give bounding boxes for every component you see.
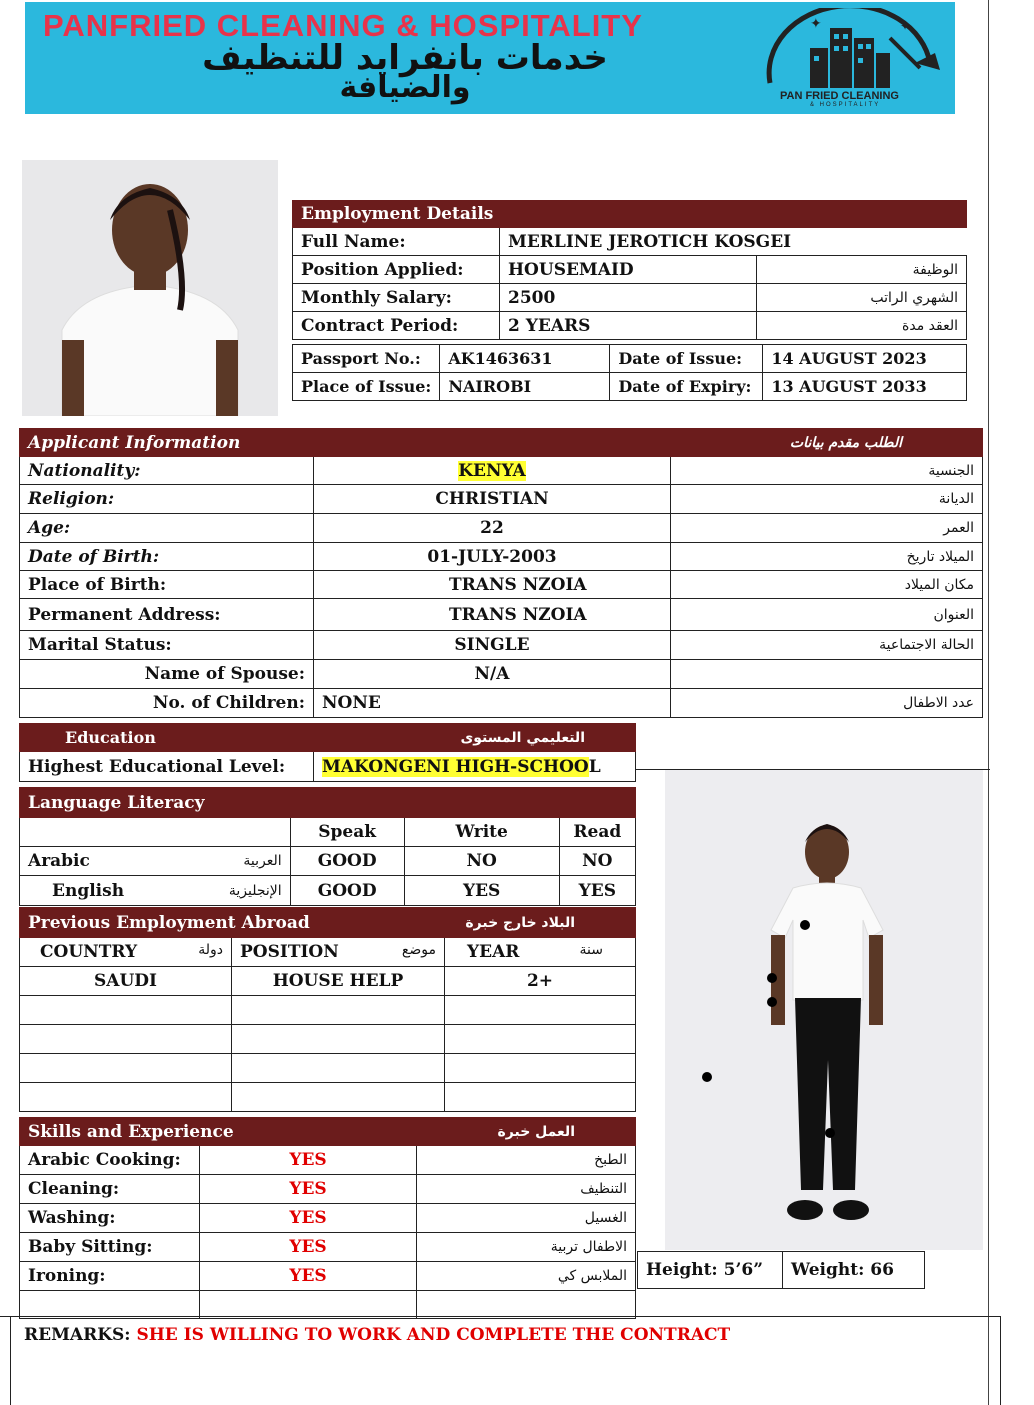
write-value: YES <box>404 876 559 906</box>
nationality-value: KENYA <box>458 460 526 481</box>
passport-table <box>292 344 967 401</box>
row-label-ar: العنوان <box>671 599 983 631</box>
language-corner <box>20 818 291 847</box>
skill-label: Arabic Cooking: <box>20 1146 200 1175</box>
skill-label-ar: التنظيف <box>417 1175 636 1204</box>
education-heading: Education <box>20 724 314 752</box>
col-year-ar: سنة <box>579 942 603 958</box>
skill-row <box>20 1233 636 1262</box>
expiry-date-value: 13 AUGUST 2033 <box>763 373 967 401</box>
spouse-label: Name of Spouse: <box>20 660 314 689</box>
applicant-heading: Applicant Information <box>20 429 671 457</box>
education-table <box>19 723 636 782</box>
previous-heading-ar: البلاد خارج خبرة <box>445 908 636 938</box>
full-name-value: MERLINE JEROTICH KOSGEI <box>500 228 967 256</box>
skills-table <box>19 1117 636 1319</box>
children-label: No. of Children: <box>20 689 314 718</box>
passport-no-label: Passport No.: <box>293 345 440 373</box>
applicant-row <box>20 457 983 485</box>
empty-row <box>20 1054 636 1083</box>
language-name: English <box>20 876 188 906</box>
speak-value: GOOD <box>290 847 404 876</box>
expiry-date-label: Date of Expiry: <box>610 373 763 401</box>
salary-label: Monthly Salary: <box>293 284 500 312</box>
col-position: POSITION <box>240 942 339 962</box>
skill-label: Baby Sitting: <box>20 1233 200 1262</box>
issue-date-value: 14 AUGUST 2023 <box>763 345 967 373</box>
remarks-text: SHE IS WILLING TO WORK AND COMPLETE THE CONTRACT <box>136 1325 731 1345</box>
employment-row <box>20 967 636 996</box>
skill-row <box>20 1262 636 1291</box>
education-level-value: MAKONGENI HIGH-SCHOO <box>322 756 589 777</box>
physical-table <box>637 1251 925 1289</box>
skill-row <box>20 1146 636 1175</box>
language-row <box>20 876 636 906</box>
skill-label: Ironing: <box>20 1262 200 1291</box>
skill-value: YES <box>200 1233 417 1262</box>
previous-heading: Previous Employment Abroad <box>20 908 445 938</box>
previous-employment-table <box>19 907 636 1112</box>
salary-label-ar: الشهري الراتب <box>757 284 967 312</box>
skill-label: Washing: <box>20 1204 200 1233</box>
contract-label: Contract Period: <box>293 312 500 340</box>
empty-row <box>20 1083 636 1112</box>
education-heading-ar: التعليمي المستوى <box>314 724 636 752</box>
skill-value: YES <box>200 1204 417 1233</box>
empty-cell <box>671 660 983 689</box>
header-title-ar-2: والضيافة <box>339 70 471 105</box>
row-label: Place of Birth: <box>20 571 314 599</box>
svg-text:✦: ✦ <box>900 19 911 33</box>
full-body-photo <box>665 770 983 1250</box>
row-label: Permanent Address: <box>20 599 314 631</box>
col-write: Write <box>404 818 559 847</box>
empty-row <box>20 1291 636 1319</box>
read-value: YES <box>559 876 635 906</box>
applicant-row <box>20 631 983 660</box>
remarks-border-left <box>10 1316 11 1405</box>
salary-value: 2500 <box>500 284 757 312</box>
birthplace-value: TRANS NZOIA <box>314 571 671 599</box>
religion-value: CHRISTIAN <box>314 485 671 514</box>
language-name: Arabic <box>20 847 188 876</box>
contract-value: 2 YEARS <box>500 312 757 340</box>
logo-subtext: & HOSPITALITY <box>810 102 881 108</box>
applicant-table <box>19 428 983 718</box>
children-label-ar: عدد الاطفال <box>671 689 983 718</box>
position-label: Position Applied: <box>293 256 500 284</box>
write-value: NO <box>404 847 559 876</box>
row-label-ar: الحالة الاجتماعية <box>671 631 983 660</box>
contract-label-ar: العقد مدة <box>757 312 967 340</box>
weight-value: Weight: 66 <box>783 1252 925 1289</box>
employment-table <box>292 200 967 340</box>
row-label-ar: الميلاد تاريخ <box>671 543 983 571</box>
employment-heading: Employment Details <box>293 201 967 228</box>
skill-value: YES <box>200 1175 417 1204</box>
full-name-label: Full Name: <box>293 228 500 256</box>
skills-heading: Skills and Experience <box>20 1118 417 1146</box>
skill-value: YES <box>200 1262 417 1291</box>
applicant-row <box>20 599 983 631</box>
passport-no-value: AK1463631 <box>440 345 610 373</box>
skill-label: Cleaning: <box>20 1175 200 1204</box>
skill-label-ar: الملابس كي <box>417 1262 636 1291</box>
language-name-ar: الإنجليزية <box>187 876 290 906</box>
language-heading: Language Literacy <box>20 788 636 818</box>
row-label-ar: الجنسية <box>671 457 983 485</box>
row-label: Religion: <box>20 485 314 514</box>
portrait-photo <box>22 160 278 416</box>
skill-row <box>20 1204 636 1233</box>
applicant-row <box>20 571 983 599</box>
col-read: Read <box>559 818 635 847</box>
page-border-right <box>988 0 989 1405</box>
year-value: 2+ <box>445 967 636 996</box>
logo-text: PAN FRIED CLEANING <box>780 90 899 102</box>
row-label-ar: الديانة <box>671 485 983 514</box>
skill-value: YES <box>200 1146 417 1175</box>
children-value: NONE <box>314 689 671 718</box>
col-position-ar: موضع <box>401 942 436 958</box>
remarks-label: REMARKS: <box>24 1325 137 1345</box>
remarks-rule <box>0 1316 1000 1317</box>
remarks-border-right <box>1000 1316 1001 1405</box>
row-label-ar: مكان الميلاد <box>671 571 983 599</box>
skill-label-ar: الغسيل <box>417 1204 636 1233</box>
education-level-value-end: L <box>588 756 601 777</box>
svg-text:✦: ✦ <box>810 16 822 32</box>
dob-value: 01-JULY-2003 <box>314 543 671 571</box>
col-country: COUNTRY <box>40 942 138 962</box>
header-banner <box>25 2 955 114</box>
spouse-value: N/A <box>314 660 671 689</box>
age-value: 22 <box>314 514 671 543</box>
position-value: HOUSE HELP <box>232 967 445 996</box>
applicant-row <box>20 514 983 543</box>
country-value: SAUDI <box>20 967 232 996</box>
marital-value: SINGLE <box>314 631 671 660</box>
row-label-ar: العمر <box>671 514 983 543</box>
remarks <box>24 1325 730 1345</box>
education-side-rule <box>636 723 990 770</box>
language-row <box>20 847 636 876</box>
col-country-ar: دولة <box>198 942 223 958</box>
header-title-en: PANFRIED CLEANING & HOSPITALITY <box>43 8 643 43</box>
skill-label-ar: الطبخ <box>417 1146 636 1175</box>
skills-heading-ar: العمل خبرة <box>417 1118 636 1146</box>
issue-date-label: Date of Issue: <box>610 345 763 373</box>
applicant-row <box>20 543 983 571</box>
col-year: YEAR <box>467 942 520 962</box>
col-speak: Speak <box>290 818 404 847</box>
applicant-row <box>20 485 983 514</box>
position-value: HOUSEMAID <box>500 256 757 284</box>
speak-value: GOOD <box>290 876 404 906</box>
place-issue-label: Place of Issue: <box>293 373 440 401</box>
place-issue-value: NAIROBI <box>440 373 610 401</box>
company-logo <box>750 8 950 110</box>
row-label: Date of Birth: <box>20 543 314 571</box>
row-label: Age: <box>20 514 314 543</box>
row-label: Nationality: <box>20 457 314 485</box>
skill-row <box>20 1175 636 1204</box>
empty-row <box>20 1025 636 1054</box>
address-value: TRANS NZOIA <box>314 599 671 631</box>
header-title-ar-1: خدمات بانفرايد للتنظيف <box>202 38 608 78</box>
applicant-heading-ar: الطلب مقدم بيانات <box>671 429 983 457</box>
education-level-label: Highest Educational Level: <box>20 752 314 782</box>
read-value: NO <box>559 847 635 876</box>
height-value: Height: 5’6” <box>638 1252 783 1289</box>
empty-row <box>20 996 636 1025</box>
position-label-ar: الوظيفة <box>757 256 967 284</box>
skill-label-ar: الاطفال تربية <box>417 1233 636 1262</box>
row-label: Marital Status: <box>20 631 314 660</box>
language-table <box>19 787 636 906</box>
language-name-ar: العربية <box>187 847 290 876</box>
